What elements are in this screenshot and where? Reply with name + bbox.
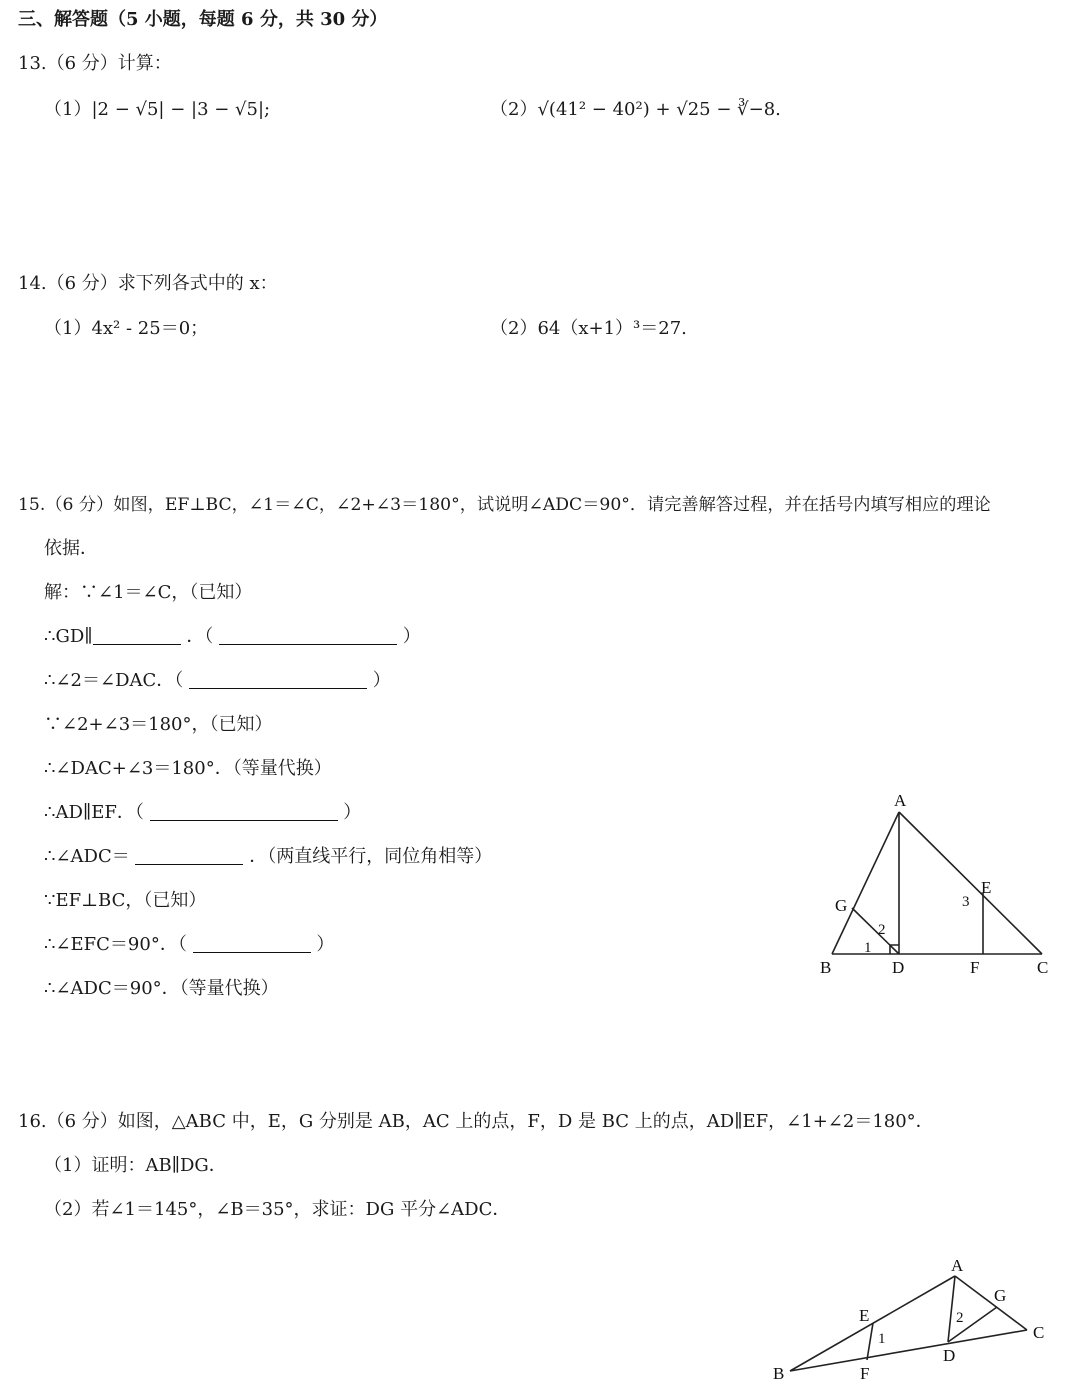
reason-blank[interactable] <box>189 670 367 689</box>
segment-gd <box>852 908 899 954</box>
q15-step4: ∵∠2+∠3＝180°，（已知） <box>44 714 273 735</box>
angle-3-label: 3 <box>962 894 970 910</box>
angle-1-label: 1 <box>878 1331 886 1347</box>
q15-stem-line2: 依据． <box>44 538 98 559</box>
q15-step5: ∴∠DAC+∠3＝180°．（等量代换） <box>44 758 332 779</box>
q14-part2: （2）64（x+1）³＝27. <box>490 318 687 339</box>
q15-step3 <box>44 669 391 693</box>
q15-stem-line1: 15.（6 分）如图，EF⊥BC，∠1＝∠C，∠2+∠3＝180°，试说明∠ADC＝90°．请完善解答过程，并在括号内填写相应的理论 <box>18 495 991 515</box>
q16-part2: （2）若∠1＝145°，∠B＝35°，求证：DG 平分∠ADC． <box>44 1199 511 1220</box>
q15-step7 <box>44 845 492 869</box>
q15-step6 <box>44 801 361 825</box>
label-g: G <box>994 1286 1007 1305</box>
label-e: E <box>859 1306 870 1325</box>
angle-2-label: 2 <box>878 922 886 938</box>
label-c: C <box>1033 1323 1045 1342</box>
q16-part1: （1）证明：AB∥DG． <box>44 1155 227 1176</box>
label-d: D <box>892 958 905 977</box>
q16-figure <box>765 1253 1060 1393</box>
section-title: 三、解答题（5 小题，每题 6 分，共 30 分） <box>18 9 388 30</box>
segment-ef <box>867 1323 873 1360</box>
q15-step7-text: ∴∠ADC＝ <box>44 846 130 867</box>
label-a: A <box>894 791 907 810</box>
angle-2-label: 2 <box>956 1310 964 1326</box>
label-f: F <box>860 1364 870 1383</box>
q15-step10: ∴∠ADC＝90°．（等量代换） <box>44 978 279 999</box>
label-g: G <box>835 896 848 915</box>
q15-step9 <box>44 933 334 957</box>
label-b: B <box>820 958 832 977</box>
q13-part1: （1）|2 − √5| − |3 − √5|; <box>44 99 271 120</box>
q15-step6-end: ） <box>343 802 362 823</box>
label-f: F <box>970 958 980 977</box>
q13-part2: （2）√(41² − 40²) + √25 − ∛−8. <box>490 99 781 120</box>
answer-blank[interactable] <box>135 846 243 865</box>
q15-step6-text: ∴AD∥EF．（ <box>44 802 144 823</box>
q15-step2-text: ∴GD∥ <box>44 626 93 647</box>
label-c: C <box>1037 958 1049 977</box>
segment-ab <box>832 812 899 954</box>
q14-part1: （1）4x² - 25＝0； <box>44 318 209 339</box>
q15-step9-text: ∴∠EFC＝90°．（ <box>44 934 187 955</box>
label-a: A <box>951 1256 964 1275</box>
q15-step2 <box>44 625 421 649</box>
q15-step2-end: ） <box>402 626 421 647</box>
label-d: D <box>943 1346 956 1365</box>
q15-step8: ∵EF⊥BC，（已知） <box>44 890 207 911</box>
label-e: E <box>981 878 992 897</box>
q15-step9-end: ） <box>316 934 335 955</box>
q15-step2-mid: ．（ <box>186 626 214 647</box>
segment-ac <box>899 812 1042 954</box>
label-b: B <box>773 1364 785 1383</box>
q14-stem: 14.（6 分）求下列各式中的 x： <box>18 273 278 294</box>
segment-ad <box>948 1276 955 1342</box>
q16-stem: 16.（6 分）如图，△ABC 中，E，G 分别是 AB，AC 上的点，F，D 是 BC 上的点，AD∥EF，∠1+∠2＝180°． <box>18 1111 934 1132</box>
q15-step7-end: ．（两直线平行，同位角相等） <box>249 846 493 867</box>
q15-step1: 解：∵∠1＝∠C，（已知） <box>44 582 253 603</box>
reason-blank[interactable] <box>219 626 397 645</box>
segment-ac <box>955 1276 1027 1330</box>
q15-step3-text: ∴∠2＝∠DAC．（ <box>44 670 184 691</box>
reason-blank[interactable] <box>150 802 338 821</box>
answer-blank[interactable] <box>93 626 181 645</box>
reason-blank[interactable] <box>193 934 311 953</box>
angle-1-label: 1 <box>864 940 872 956</box>
q15-figure <box>810 790 1060 985</box>
q13-stem: 13.（6 分）计算： <box>18 53 172 74</box>
q15-step3-end: ） <box>372 670 391 691</box>
